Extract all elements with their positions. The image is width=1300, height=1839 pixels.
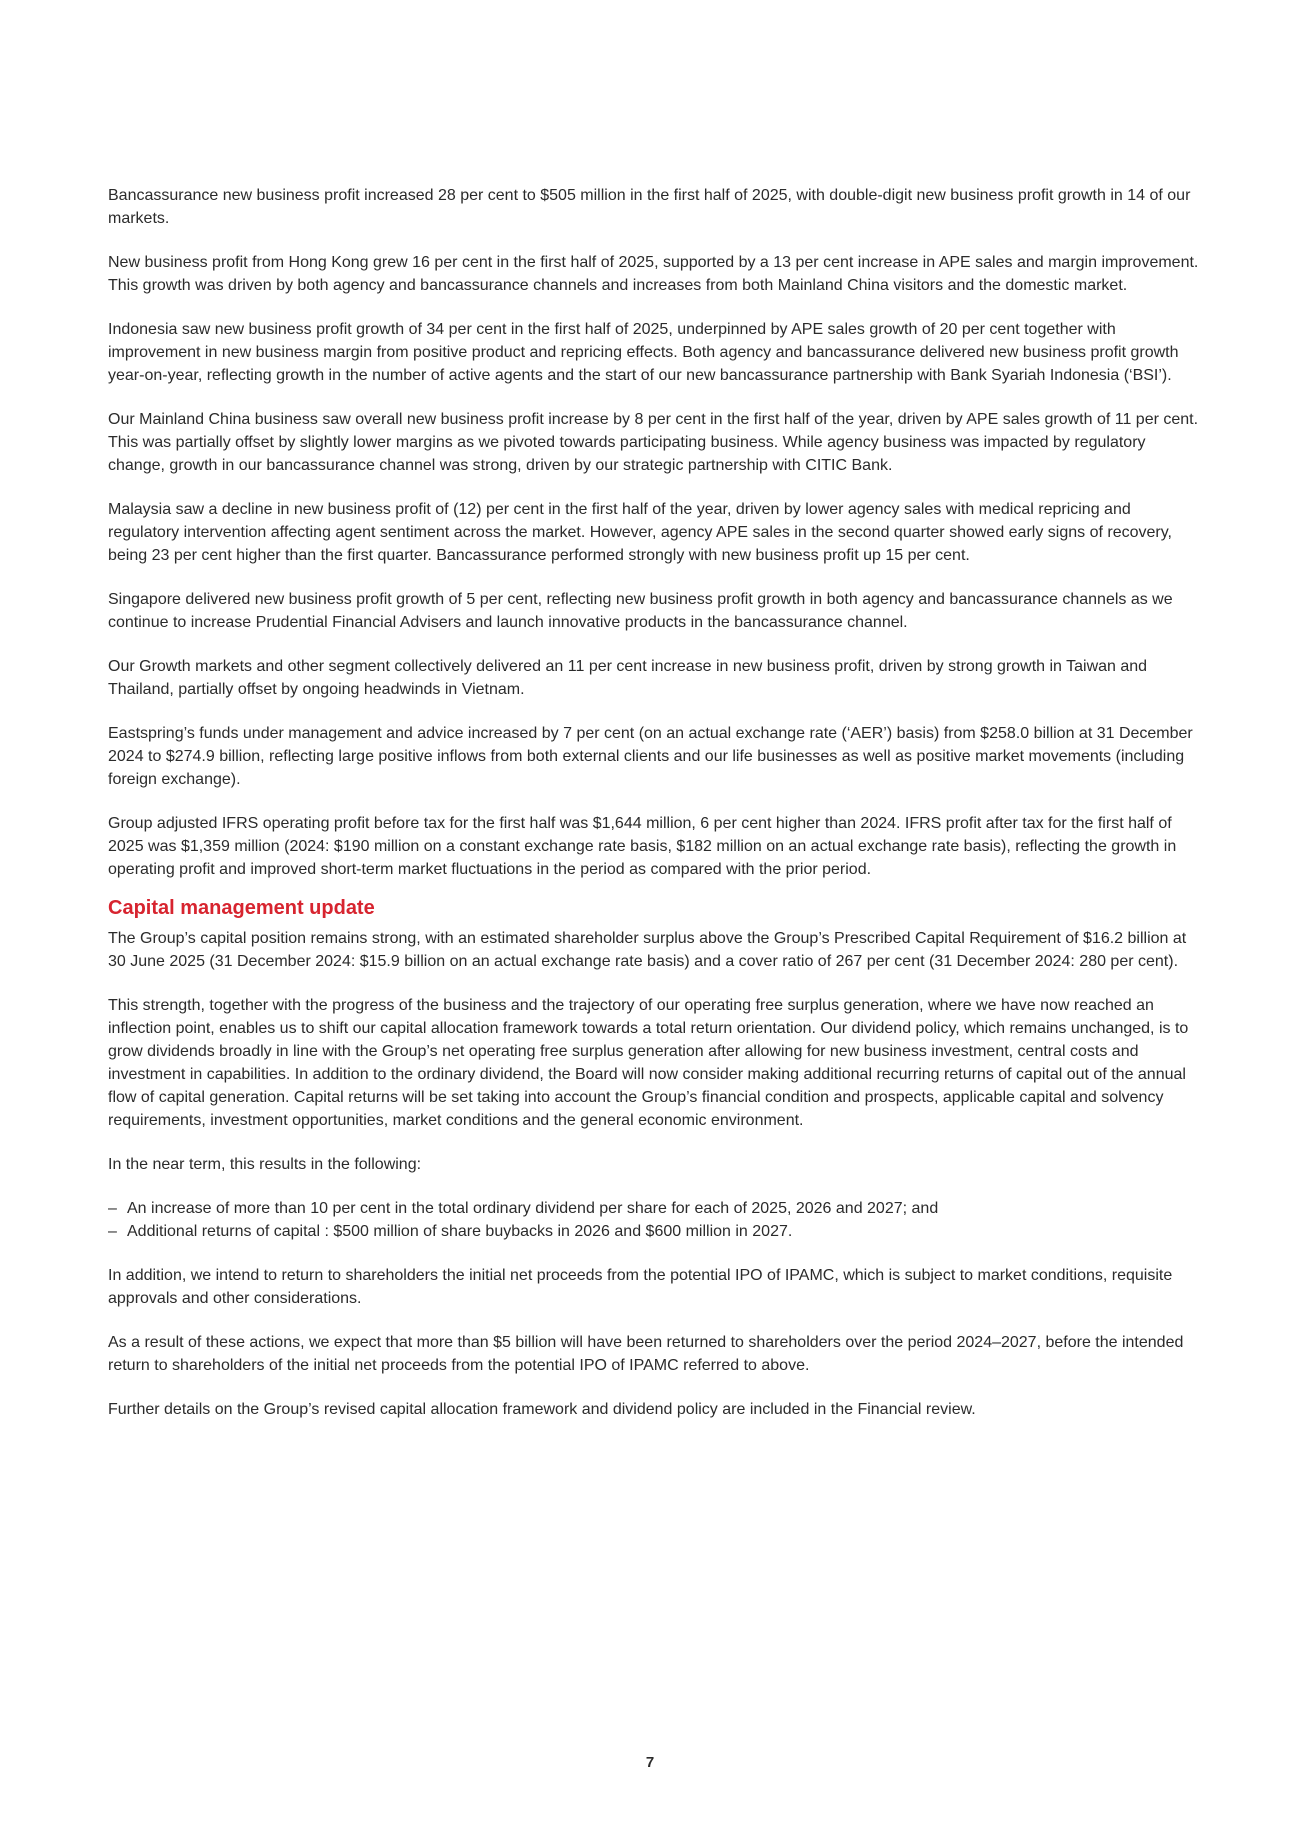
- paragraph-malaysia: Malaysia saw a decline in new business profit of (12) per cent in the first half of the year, driven by lower agency sales with medical repricing and regulatory intervention affecting agent sentiment across the market. However, agency APE sales in the second quarter showed early signs of recovery, being 23 per cent higher than the first quarter. Bancassurance performed strongly with new business profit up 15 per cent.: [108, 501, 1172, 564]
- paragraph-indonesia: Indonesia saw new business profit growth of 34 per cent in the first half of 2025, underpinned by APE sales growth of 20 per cent together with improvement in new business margin from positive product and repricing effects. Both agency and bancassurance delivered new business profit growth year-on-year, reflecting growth in the number of active agents and the start of our new bancassurance partnership with Bank Syariah Indonesia (‘BSI’).: [108, 321, 1179, 384]
- paragraph-returns-total: As a result of these actions, we expect that more than $5 billion will have been returned to shareholders over the period 2024–2027, before the intended return to shareholders of the initial net proceeds from the potential IPO of IPAMC referred to above.: [108, 1334, 1184, 1374]
- paragraph-near-term: In the near term, this results in the following:: [108, 1156, 422, 1173]
- list-item-text: Additional returns of capital : $500 million of share buybacks in 2026 and $600 million in 2027.: [127, 1223, 793, 1240]
- list-item: [108, 1220, 1200, 1243]
- paragraph-capital-allocation: This strength, together with the progress of the business and the trajectory of our operating free surplus generation, where we have now reached an inflection point, enables us to shift our capital allocation framework towards a total return orientation. Our dividend policy, which remains unchanged, is to grow dividends broadly in line with the Group’s net operating free surplus generation after allowing for new business investment, central costs and investment in capabilities. In addition to the ordinary dividend, the Board will now consider making additional recurring returns of capital out of the annual flow of capital generation. Capital returns will be set taking into account the Group’s financial condition and prospects, applicable capital and solvency requirements, investment opportunities, market conditions and the general economic environment.: [108, 997, 1189, 1129]
- paragraph-bancassurance: Bancassurance new business profit increased 28 per cent to $505 million in the first half of 2025, with double-digit new business profit growth in 14 of our markets.: [108, 187, 1191, 227]
- capital-returns-list: [108, 1197, 1200, 1243]
- section-heading-capital-management: Capital management update: [108, 897, 375, 919]
- list-item: [108, 1197, 1200, 1220]
- page-number: 7: [645, 1754, 655, 1771]
- paragraph-singapore: Singapore delivered new business profit growth of 5 per cent, reflecting new business profit growth in both agency and bancassurance channels as we continue to increase Prudential Financial Advisers and launch innovative products in the bancassurance channel.: [108, 591, 1173, 631]
- dash-bullet: –: [108, 1223, 117, 1240]
- page-content: [108, 184, 1200, 1442]
- paragraph-further-details: Further details on the Group’s revised capital allocation framework and dividend policy are included in the Financial review.: [108, 1401, 976, 1418]
- list-item-text: An increase of more than 10 per cent in the total ordinary dividend per share for each of 2025, 2026 and 2027; and: [127, 1200, 939, 1217]
- paragraph-mainland-china: Our Mainland China business saw overall new business profit increase by 8 per cent in the first half of the year, driven by APE sales growth of 11 per cent. This was partially offset by slightly lower margins as we pivoted towards participating business. While agency business was impacted by regulatory change, growth in our bancassurance channel was strong, driven by our strategic partnership with CITIC Bank.: [108, 411, 1199, 474]
- paragraph-growth-markets: Our Growth markets and other segment collectively delivered an 11 per cent increase in new business profit, driven by strong growth in Taiwan and Thailand, partially offset by ongoing headwinds in Vietnam.: [108, 658, 1148, 698]
- paragraph-eastspring: Eastspring’s funds under management and advice increased by 7 per cent (on an actual exchange rate (‘AER’) basis) from $258.0 billion at 31 December 2024 to $274.9 billion, reflecting large positive inflows from both external clients and our life businesses as well as positive market movements (including foreign exchange).: [108, 725, 1193, 788]
- paragraph-group-ifrs: Group adjusted IFRS operating profit before tax for the first half was $1,644 million, 6 per cent higher than 2024. IFRS profit after tax for the first half of 2025 was $1,359 million (2024: $190 million on a constant exchange rate basis, $182 million on an actual exchange rate basis), reflecting the growth in operating profit and improved short-term market fluctuations in the period as compared with the prior period.: [108, 815, 1177, 878]
- dash-bullet: –: [108, 1200, 117, 1217]
- paragraph-hong-kong: New business profit from Hong Kong grew 16 per cent in the first half of 2025, supported by a 13 per cent increase in APE sales and margin improvement. This growth was driven by both agency and bancassurance channels and increases from both Mainland China visitors and the domestic market.: [108, 254, 1199, 294]
- paragraph-capital-position: The Group’s capital position remains strong, with an estimated shareholder surplus above the Group’s Prescribed Capital Requirement of $16.2 billion at 30 June 2025 (31 December 2024: $15.9 billion on an actual exchange rate basis) and a cover ratio of 267 per cent (31 December 2024: 280 per cent).: [108, 930, 1187, 970]
- paragraph-ipamc-proceeds: In addition, we intend to return to shareholders the initial net proceeds from the potential IPO of IPAMC, which is subject to market conditions, requisite approvals and other considerations.: [108, 1267, 1173, 1307]
